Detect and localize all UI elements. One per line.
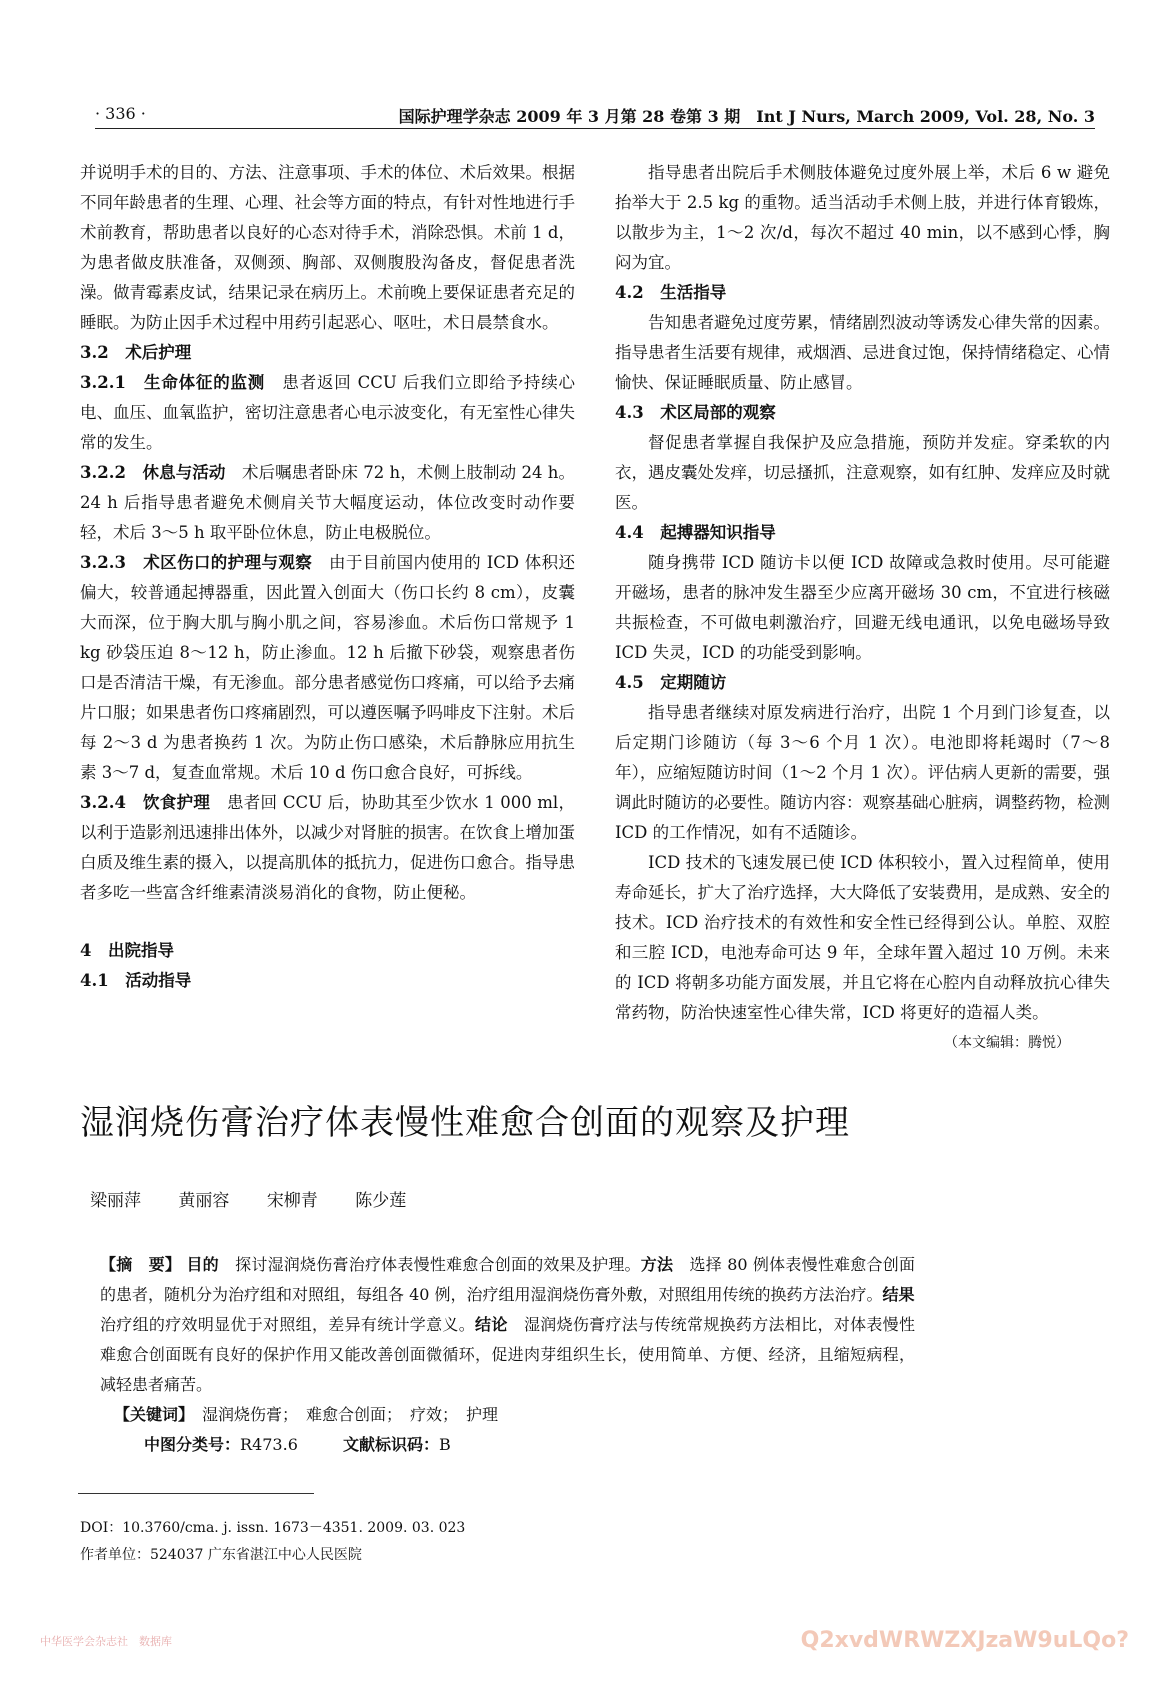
abstract-label: 【摘 要】 (100, 1255, 182, 1274)
section-heading: 4 出院指导 (80, 941, 174, 960)
objective-label: 目的 (186, 1255, 219, 1274)
subsection-heading: 4.1 活动指导 (80, 971, 192, 990)
subsection-heading: 3.2.3 术区伤口的护理与观察 (80, 553, 313, 572)
result-text: 治疗组的疗效明显优于对照组，差异有统计学意义。 (100, 1285, 931, 1334)
paragraph: 指导患者继续对原发病进行治疗，出院 1 个月到门诊复查，以后定期门诊随访（每 3～6 个月 1 次）。电池即将耗竭时（7～8 年），应缩短随访时间（1～2 个月 1 次）。评估病人更新的需要，强调此时随访的必要性。随访内容：观察基础心脏病，调整药物，检测 ICD 的工作情况，如有不适随诊。 (615, 703, 1110, 842)
paragraph-text: 由于目前国内使用的 ICD 体积还偏大，较普通起搏器重，因此置入创面大（伤口长约 8 cm），皮囊大而深，位于胸大肌与胸小肌之间，容易渗血。术后伤口常规予 1 kg 砂袋压迫 8～12 h，防止渗血。12 h 后撤下砂袋，观察患者伤口是否清洁干燥，有无渗血。部分患者感觉伤口疼痛，可以给予去痛片口服；如果患者伤口疼痛剧烈，可以遵医嘱予吗啡皮下注射。术后每 2～3 d 为患者换药 1 次。为防止伤口感染，术后静脉应用抗生素 3～7 d，复查血常规。术后 10 d 伤口愈合良好，可拆线。 (80, 553, 575, 782)
conclusion-label: 结论 (475, 1315, 508, 1334)
watermark-logo: 中华医学会杂志社 数据库 (40, 1635, 172, 1648)
doc-code-value: B (438, 1435, 451, 1454)
affiliation: 作者单位：524037 广东省湛江中心人民医院 (80, 1547, 362, 1563)
right-column (615, 158, 1110, 1058)
journal-info: 国际护理学杂志 2009 年 3 月第 28 卷第 3 期 Int J Nurs, March 2009, Vol. 28, No. 3 (398, 107, 1095, 126)
method-text: 选择 80 例体表慢性难愈合创面的患者，随机分为治疗组和对照组，每组各 40 例，治疗组用湿润烧伤膏外敷，对照组用传统的换药方法治疗。 (100, 1255, 915, 1304)
objective-text: 探讨湿润烧伤膏治疗体表慢性难愈合创面的效果及护理。 (218, 1255, 641, 1274)
running-header (95, 100, 1095, 130)
section-heading: 3.2 术后护理 (80, 343, 192, 362)
editor-note: （本文编辑：腾悦） (944, 1035, 1070, 1051)
footnote-rule (78, 1493, 314, 1494)
subsection-heading: 3.2.1 生命体征的监测 (80, 373, 266, 392)
watermark-code: Q2xvdWRWZXJzaW9uLQo? (800, 1628, 1129, 1653)
keywords (114, 1400, 915, 1430)
clc-label: 中图分类号： (144, 1435, 241, 1454)
subsection-heading: 4.5 定期随访 (615, 673, 727, 692)
paragraph-text: 患者返回 CCU 后我们立即给予持续心电、血压、血氧监护，密切注意患者心电示波变化，有无室性心律失常的发生。 (80, 373, 575, 452)
author-list (90, 1186, 430, 1211)
header-rule (95, 128, 1095, 129)
paragraph: 随身携带 ICD 随访卡以便 ICD 故障或急救时使用。尽可能避开磁场，患者的脉冲发生器至少应离开磁场 30 cm，不宜进行核磁共振检查，不可做电刺激治疗，回避无线电通讯，以免电磁场导致 ICD 失灵，ICD 的功能受到影响。 (615, 553, 1110, 662)
subsection-heading: 4.3 术区局部的观察 (615, 403, 776, 422)
conclusion-text: 湿润烧伤膏疗法与传统常规换药方法相比，对体表慢性难愈合创面既有良好的保护作用又能改善创面微循环，促进肉芽组织生长，使用简单、方便、经济，且缩短病程，减轻患者痛苦。 (100, 1315, 915, 1394)
paragraph (80, 458, 575, 548)
author: 宋柳青 (266, 1191, 318, 1211)
article-title: 湿润烧伤膏治疗体表慢性难愈合创面的观察及护理 (80, 1103, 850, 1143)
paragraph: 并说明手术的目的、方法、注意事项、手术的体位、术后效果。根据不同年龄患者的生理、心理、社会等方面的特点，有针对性地进行手术前教育，帮助患者以良好的心态对待手术，消除恐惧。术前 1 d，为患者做皮肤准备，双侧颈、胸部、双侧腹股沟备皮，督促患者洗澡。做青霉素皮试，结果记录在病历上。术前晚上要保证患者充足的睡眠。为防止因手术过程中用药引起恶心、呕吐，术日晨禁食水。 (80, 163, 575, 332)
clc-value: R473.6 (240, 1435, 298, 1454)
author: 梁丽萍 (90, 1191, 141, 1211)
subsection-heading: 3.2.2 休息与活动 (80, 463, 226, 482)
paragraph (80, 548, 575, 788)
paragraph: 督促患者掌握自我保护及应急措施，预防并发症。穿柔软的内衣，遇皮囊处发痒，切忌搔抓，注意观察，如有红肿、发痒应及时就医。 (615, 433, 1110, 512)
paragraph (80, 368, 575, 458)
result-label: 结果 (882, 1285, 915, 1304)
left-column (80, 158, 575, 996)
subsection-heading: 3.2.4 饮食护理 (80, 793, 211, 812)
paragraph: 告知患者避免过度劳累，情绪剧烈波动等诱发心律失常的因素。指导患者生活要有规律，戒烟酒、忌进食过饱，保持情绪稳定、心情愉快、保证睡眠质量、防止感冒。 (615, 313, 1110, 392)
abstract (100, 1250, 931, 1460)
subsection-heading: 4.4 起搏器知识指导 (615, 523, 776, 542)
paragraph-text: 患者回 CCU 后，协助其至少饮水 1 000 ml，以利于造影剂迅速排出体外，以减少对肾脏的损害。在饮食上增加蛋白质及维生素的摄入，以提高肌体的抵抗力，促进伤口愈合。指导患者多吃一些富含纤维素清淡易消化的食物，防止便秘。 (80, 793, 576, 902)
doi: DOI：10.3760/cma. j. issn. 1673－4351. 2009. 03. 023 (80, 1520, 466, 1536)
method-label: 方法 (640, 1255, 674, 1274)
paragraph-text: 术后嘱患者卧床 72 h，术侧上肢制动 24 h。24 h 后指导患者避免术侧肩关节大幅度运动，体位改变时动作要轻，术后 3～5 h 取平卧位休息，防止电极脱位。 (80, 463, 575, 542)
keywords-text: 湿润烧伤膏； 难愈合创面； 疗效； 护理 (186, 1405, 499, 1424)
subsection-heading: 4.2 生活指导 (615, 283, 727, 302)
abstract-text (100, 1250, 931, 1400)
footnote (80, 1515, 465, 1569)
paragraph: ICD 技术的飞速发展已使 ICD 体积较小，置入过程简单，使用寿命延长，扩大了治疗选择，大大降低了安装费用，是成熟、安全的技术。ICD 治疗技术的有效性和安全性已经得到公认。单腔、双腔和三腔 ICD，电池寿命可达 9 年，全球年置入超过 10 万例。未来的 ICD 将朝多功能方面发展，并且它将在心腔内自动释放抗心律失常药物，防治快速室性心律失常，ICD 将更好的造福人类。 (615, 853, 1110, 1022)
author: 黄丽容 (178, 1191, 230, 1211)
author: 陈少莲 (355, 1191, 407, 1211)
keywords-label: 【关键词】 (114, 1405, 187, 1424)
doc-code-label: 文献标识码： (342, 1435, 439, 1454)
paragraph (80, 788, 575, 908)
page-number: · 336 · (95, 104, 146, 123)
classification (144, 1430, 915, 1460)
paragraph: 指导患者出院后手术侧肢体避免过度外展上举，术后 6 w 避免抬举大于 2.5 kg 的重物。适当活动手术侧上肢，并进行体育锻炼，以散步为主，1～2 次/d，每次不超过 40 min，以不感到心悸，胸闷为宜。 (615, 163, 1110, 272)
